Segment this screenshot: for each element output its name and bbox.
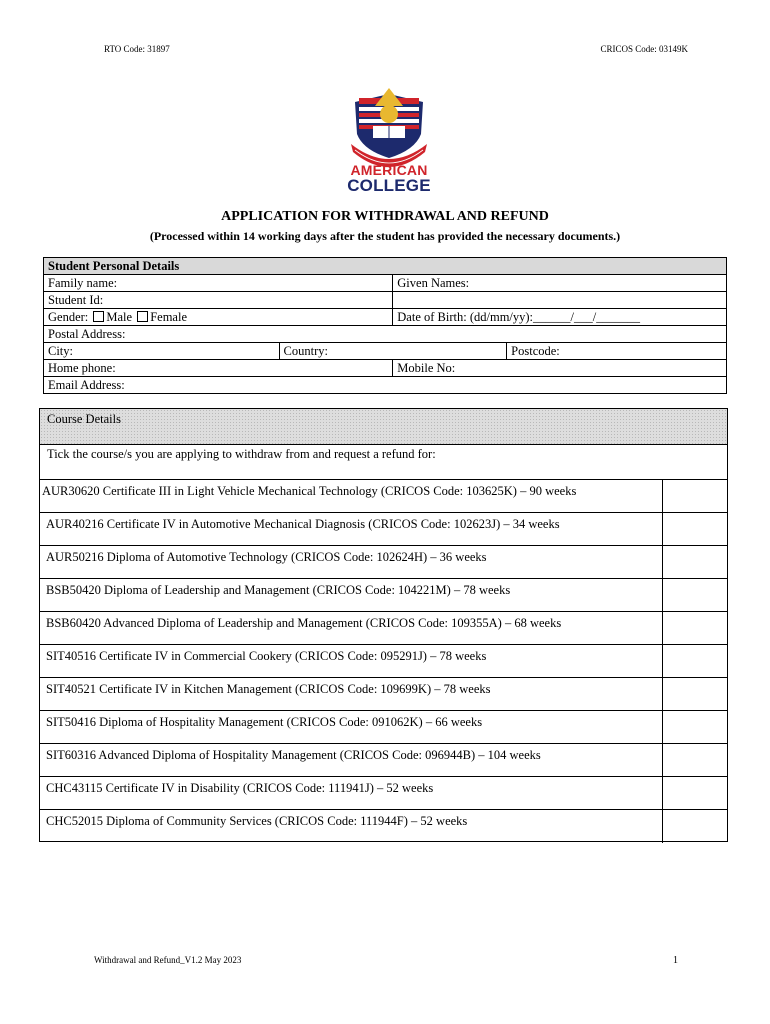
course-label: SIT40516 Certificate IV in Commercial Cookery (CRICOS Code: 095291J) – 78 weeks: [46, 649, 487, 663]
course-row: [40, 711, 727, 744]
course-tick-box[interactable]: [662, 809, 727, 843]
course-instruction-row: [40, 445, 727, 480]
course-label: BSB60420 Advanced Diploma of Leadership and Management (CRICOS Code: 109355A) – 68 weeks: [46, 616, 562, 630]
logo-word-american: AMERICAN: [350, 162, 428, 178]
city-field[interactable]: City:: [44, 343, 280, 360]
given-names-field[interactable]: Given Names:: [393, 275, 727, 292]
course-label: CHC52015 Diploma of Community Services (CRICOS Code: 111944F) – 52 weeks: [46, 814, 468, 828]
course-label: AUR50216 Diploma of Automotive Technology (CRICOS Code: 102624H) – 36 weeks: [46, 550, 487, 564]
form-title: APPLICATION FOR WITHDRAWAL AND REFUND: [221, 209, 549, 224]
student-id-field[interactable]: Student Id:: [44, 292, 393, 309]
page-number: 1: [673, 955, 678, 966]
course-tick-box[interactable]: [662, 710, 727, 744]
female-label: Female: [150, 310, 187, 324]
family-name-field[interactable]: Family name:: [44, 275, 393, 292]
course-label: SIT50416 Diploma of Hospitality Management (CRICOS Code: 091062K) – 66 weeks: [46, 715, 483, 729]
form-subtitle: (Processed within 14 working days after the student has provided the necessary documents.): [149, 229, 621, 243]
gender-label: Gender:: [48, 310, 89, 324]
course-label: SIT40521 Certificate IV in Kitchen Management (CRICOS Code: 109699K) – 78 weeks: [46, 682, 491, 696]
male-label: Male: [106, 310, 133, 324]
course-label: AUR40216 Certificate IV in Automotive Mechanical Diagnosis (CRICOS Code: 102623J) – 34 weeks: [46, 517, 560, 531]
home-phone-field[interactable]: Home phone:: [44, 360, 393, 377]
cricos-code: CRICOS Code: 03149K: [600, 44, 688, 54]
mobile-field[interactable]: Mobile No:: [393, 360, 727, 377]
course-tick-box[interactable]: [662, 512, 727, 546]
course-row: [40, 480, 727, 513]
course-details-heading: Course Details: [47, 412, 121, 426]
postal-address-field[interactable]: Postal Address:: [44, 326, 727, 343]
course-label: AUR30620 Certificate III in Light Vehicle Mechanical Technology (CRICOS Code: 103625K) – 90 weeks: [42, 484, 577, 498]
college-wordmark: [330, 163, 448, 193]
course-label: SIT60316 Advanced Diploma of Hospitality Management (CRICOS Code: 096944B) – 104 weeks: [46, 748, 541, 762]
course-row: [40, 612, 727, 645]
course-tick-box[interactable]: [662, 578, 727, 612]
course-row: [40, 678, 727, 711]
course-label: CHC43115 Certificate IV in Disability (CRICOS Code: 111941J) – 52 weeks: [46, 781, 434, 795]
course-row: [40, 546, 727, 579]
student-id-blank[interactable]: [393, 292, 727, 309]
course-row: [40, 579, 727, 612]
gender-field: [44, 309, 393, 326]
course-row: [40, 513, 727, 546]
course-tick-box[interactable]: [662, 644, 727, 678]
footer-version: Withdrawal and Refund_V1.2 May 2023: [94, 955, 242, 965]
course-row: [40, 810, 727, 842]
personal-details-heading: Student Personal Details: [44, 258, 727, 275]
course-row: [40, 777, 727, 810]
course-tick-box[interactable]: [662, 677, 727, 711]
logo-word-college: COLLEGE: [347, 176, 431, 195]
postcode-field[interactable]: Postcode:: [507, 343, 727, 360]
course-tick-box[interactable]: [662, 611, 727, 645]
date-of-birth-field[interactable]: Date of Birth: (dd/mm/yy):______/___/_______: [393, 309, 727, 326]
course-row: [40, 744, 727, 777]
rto-code: RTO Code: 31897: [104, 44, 170, 54]
female-checkbox[interactable]: [137, 311, 148, 322]
course-details-header: [40, 409, 727, 445]
email-field[interactable]: Email Address:: [44, 377, 727, 394]
course-details-section: [39, 408, 728, 842]
course-tick-box[interactable]: [662, 776, 727, 810]
course-tick-box[interactable]: [662, 545, 727, 579]
country-field[interactable]: Country:: [279, 343, 507, 360]
personal-details-table: [43, 257, 727, 394]
course-tick-box[interactable]: [662, 479, 727, 513]
course-tick-box[interactable]: [662, 743, 727, 777]
course-instruction: Tick the course/s you are applying to withdraw from and request a refund for:: [47, 447, 436, 461]
course-label: BSB50420 Diploma of Leadership and Management (CRICOS Code: 104221M) – 78 weeks: [46, 583, 511, 597]
course-row: [40, 645, 727, 678]
male-checkbox[interactable]: [93, 311, 104, 322]
